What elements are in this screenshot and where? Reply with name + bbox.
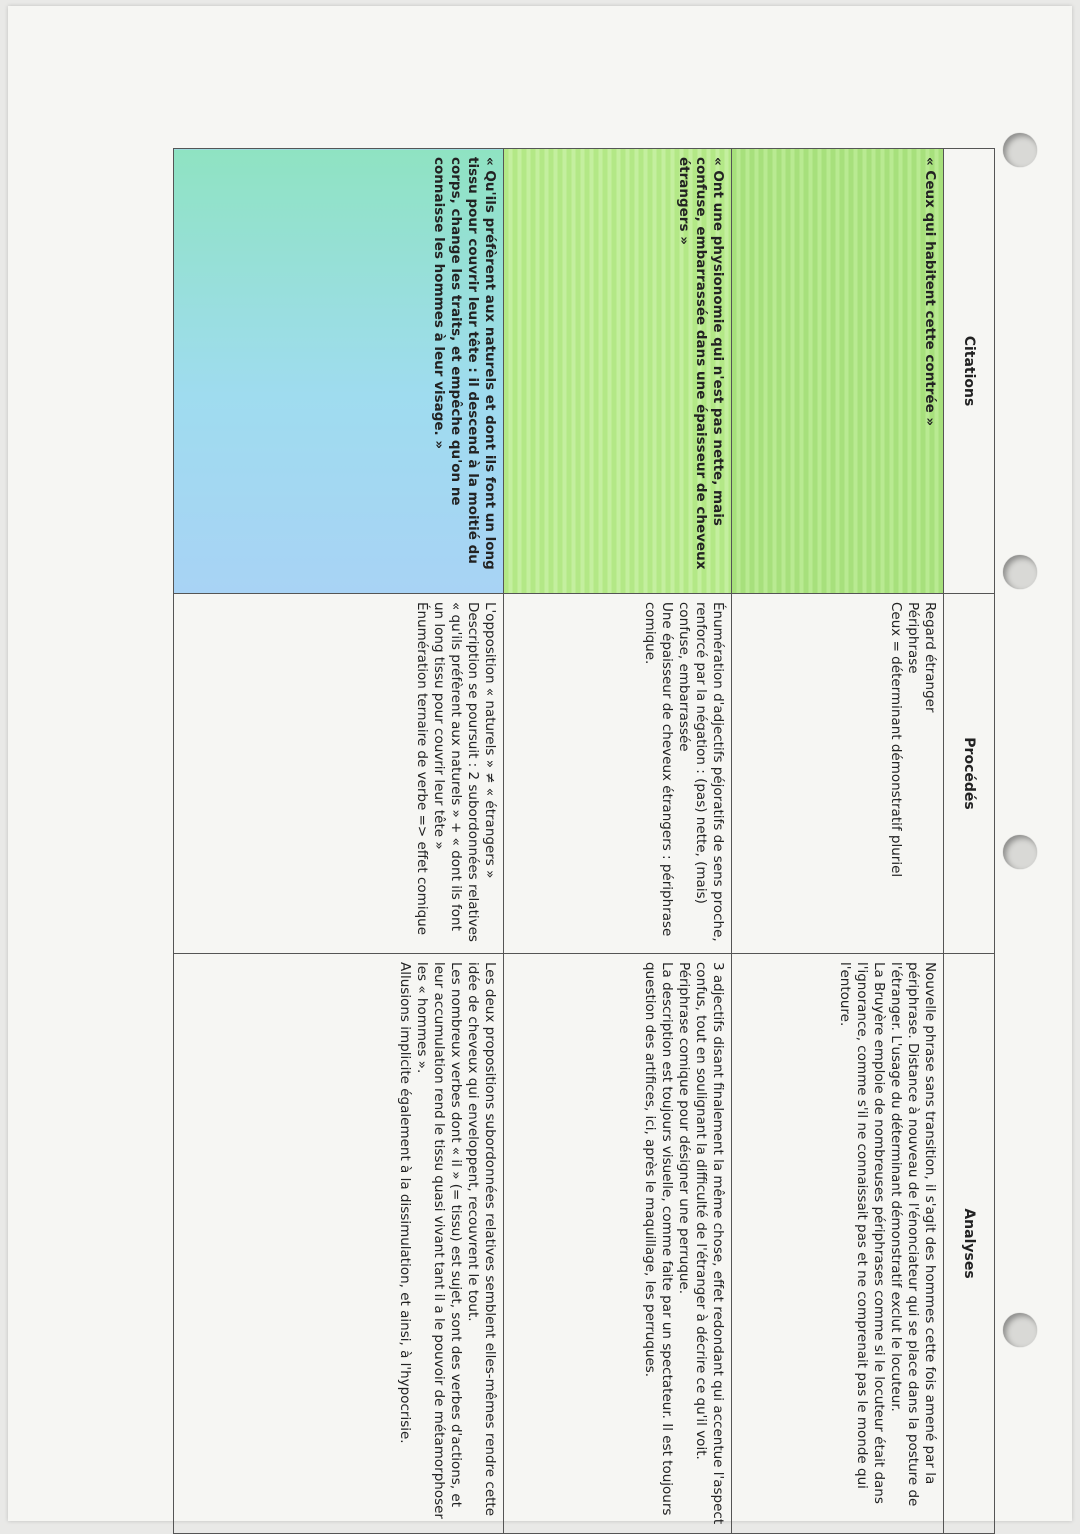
binder-hole [1003,1313,1037,1347]
header-procedes: Procédés [944,594,995,954]
header-citations: Citations [944,149,995,594]
procedes-cell [732,594,944,954]
citation-cell: « Qu'ils préfèrent aux naturels et dont ils font un long tissu pour couvrir leur tête : il descend à la moitié du corps, change les traits, et empêche qu'on ne connaisse les hommes à leur visage. » [174,149,504,594]
procede-line: Énumération ternaire de verbe => effet comique [414,602,430,936]
procedes-cell [174,594,504,954]
analyse-line: Les deux propositions subordonnées relatives semblent elles-mêmes rendre cette idée de cheveux qui enveloppent, recouvrent le tout. [465,962,498,1517]
binder-hole [1003,835,1037,869]
binder-hole [1003,555,1037,589]
citation-cell: « Ont une physionomie qui n'est pas nette, mais confuse, embarrassée dans une épaisseur de cheveux étrangers » [504,149,732,594]
analyses-cell [732,954,944,1534]
analyse-line: Les nombreux verbes dont « il » (= tissu) est sujet, sont des verbes d'actions, et leur accumulation rend le tissu quasi vivant tant il a le pouvoir de métamorphoser les « hommes ». [414,962,464,1519]
analyse-line: La Bruyère emploie de nombreuses périphrases comme si le locuteur était dans l'ignorance, comme s'il ne connaissait pas et ne comprenait pas le monde qui l'entoure. [837,962,887,1504]
analyse-line: Nouvelle phrase sans transition, il s'agit des hommes cette fois amené par la périphrase. Distance à nouveau de l'énonciateur qui se place dans la posture de l'étranger. L'usage du déterminant démonstratif exclut le locuteur. [888,962,938,1507]
binder-hole [1003,133,1037,167]
analysis-table [173,148,995,1534]
analyse-line: Périphrase comique pour désigner une perruque. [676,962,692,1295]
header-analyses: Analyses [944,954,995,1534]
analyse-line: Allusions implicite également à la dissimulation, et ainsi, à l'hypocrisie. [397,962,413,1444]
table-row [504,149,732,1534]
table-row [732,149,944,1534]
citation-cell: « Ceux qui habitent cette contrée » [732,149,944,594]
procedes-cell [504,594,732,954]
table-row [174,149,504,1534]
procede-line: Périphrase [905,602,921,674]
analyses-cell [174,954,504,1534]
procede-line: Regard étranger [922,602,938,713]
procede-line: Ceux = déterminant démonstratif pluriel [888,602,904,878]
analyse-line: La description est toujours visuelle, comme faite par un spectateur. Il est toujours question des artifices, ici, après le maquillage, les perruques. [642,962,675,1516]
header-row [944,149,995,1534]
procede-line: Une épaisseur de cheveux étrangers : périphrase comique. [642,602,675,937]
rotated-table-wrapper [185,148,995,1533]
analyses-cell [504,954,732,1534]
procede-line: L'opposition « naturels » ≠ « étrangers » [482,602,498,879]
procede-line: Énumération d'adjectifs péjoratifs de sens proche, renforcé par la négation : (pas) nette, (mais) confuse, embarrassée [676,602,726,942]
analyse-line: 3 adjectifs disant finalement la même chose, effet redondant qui accentue l'aspect confus, tout en soulignant la difficulté de l'étranger à décrire ce qu'il voit. [693,962,726,1525]
procede-line: Description se poursuit : 2 subordonnées relatives « qu'ils préfèrent aux naturels » + « dont ils font un long tissu pour couvrir leur tête » [431,602,481,942]
